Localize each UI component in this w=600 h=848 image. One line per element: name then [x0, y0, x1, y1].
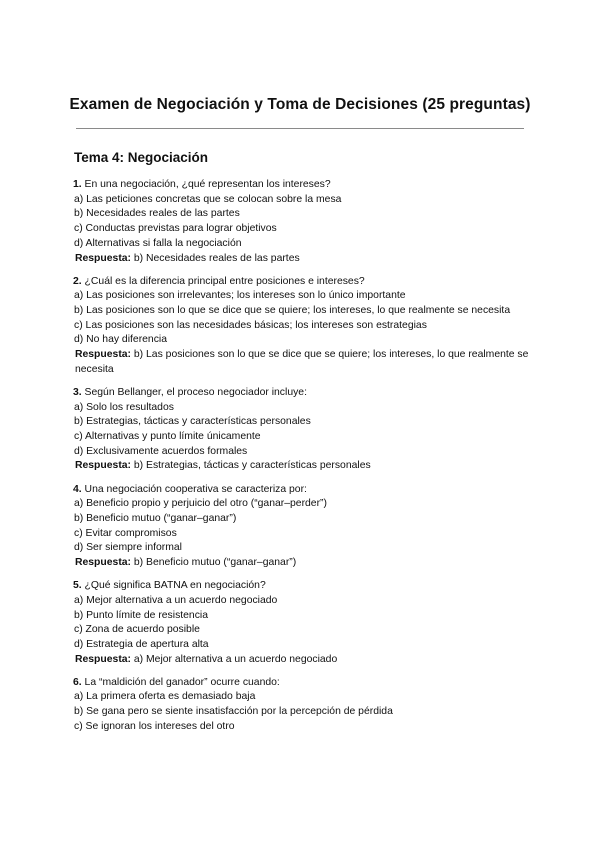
question-6 — [73, 676, 531, 735]
option-c: c) Se ignoran los intereses del otro — [74, 720, 235, 732]
question-number: 3. — [73, 386, 82, 398]
option-c: c) Las posiciones son las necesidades básicas; los intereses son estrategias — [74, 319, 427, 331]
question-text: La “maldición del ganador” ocurre cuando: — [81, 676, 280, 688]
option-d: d) No hay diferencia — [74, 334, 167, 346]
option-b: b) Estrategias, tácticas y características personales — [74, 416, 311, 428]
answer-label: Respuesta: — [75, 349, 132, 361]
question-number: 4. — [73, 483, 82, 495]
answer-line — [73, 459, 531, 474]
option-d: d) Alternativas si falla la negociación — [74, 237, 242, 249]
question-text: Según Bellanger, el proceso negociador incluye: — [81, 386, 307, 398]
question-stem — [73, 386, 531, 401]
option-a: a) Solo los resultados — [74, 401, 174, 413]
answer-label: Respuesta: — [75, 653, 132, 665]
section-heading: Tema 4: Negociación — [74, 150, 209, 165]
question-stem — [73, 178, 531, 193]
option-b: b) Punto límite de resistencia — [74, 609, 208, 621]
option-b: b) Necesidades reales de las partes — [74, 208, 240, 220]
option-c: c) Zona de acuerdo posible — [74, 624, 200, 636]
question-number: 5. — [73, 580, 82, 592]
question-stem — [73, 579, 531, 594]
option-d: d) Estrategia de apertura alta — [74, 638, 209, 650]
option-c: c) Alternativas y punto límite únicamente — [74, 431, 261, 443]
question-text: En una negociación, ¿qué representan los intereses? — [81, 179, 331, 190]
question-text: ¿Qué significa BATNA en negociación? — [81, 580, 266, 592]
question-stem — [73, 483, 531, 498]
question-stem — [73, 676, 531, 691]
answer-text: b) Necesidades reales de las partes — [131, 252, 300, 264]
option-b: b) Las posiciones son lo que se dice que se quiere; los intereses, lo que realmente se necesita — [74, 305, 511, 317]
answer-text: a) Mejor alternativa a un acuerdo negociado — [131, 653, 338, 665]
option-a: a) Beneficio propio y perjuicio del otro (“ganar–perder”) — [74, 498, 327, 510]
answer-label: Respuesta: — [75, 557, 132, 569]
option-c: c) Evitar compromisos — [74, 527, 177, 539]
option-d: d) Exclusivamente acuerdos formales — [74, 445, 248, 457]
answer-line — [73, 653, 531, 668]
question-number: 1. — [73, 179, 82, 190]
answer-label: Respuesta: — [75, 460, 132, 472]
option-a: a) Las peticiones concretas que se colocan sobre la mesa — [74, 193, 342, 205]
answer-line — [73, 348, 531, 377]
option-b: b) Beneficio mutuo (“ganar–ganar”) — [74, 512, 237, 524]
question-text: Una negociación cooperativa se caracteriza por: — [81, 483, 307, 495]
option-c: c) Conductas previstas para lograr objetivos — [74, 223, 277, 235]
option-a: a) La primera oferta es demasiado baja — [74, 691, 256, 703]
answer-text: b) Beneficio mutuo (“ganar–ganar”) — [131, 557, 297, 569]
question-3 — [73, 386, 531, 474]
question-4 — [73, 483, 531, 571]
question-5 — [73, 579, 531, 667]
question-2 — [73, 275, 531, 378]
exam-title: Examen de Negociación y Toma de Decisiones (25 preguntas) — [69, 96, 531, 113]
question-text: ¿Cuál es la diferencia principal entre posiciones e intereses? — [81, 275, 365, 287]
question-list — [73, 178, 531, 743]
question-1 — [73, 178, 531, 266]
question-number: 2. — [73, 275, 82, 287]
question-stem — [73, 275, 531, 290]
option-b: b) Se gana pero se siente insatisfacción por la percepción de pérdida — [74, 706, 393, 718]
answer-text: b) Estrategias, tácticas y características personales — [131, 460, 371, 472]
answer-label: Respuesta: — [75, 252, 132, 264]
answer-text: b) Las posiciones son lo que se dice que se quiere; los intereses, lo que realmente se necesita — [75, 349, 529, 375]
option-a: a) Mejor alternativa a un acuerdo negociado — [74, 594, 278, 606]
question-number: 6. — [73, 676, 82, 688]
title-divider — [76, 128, 524, 129]
option-d: d) Ser siempre informal — [74, 542, 182, 554]
option-a: a) Las posiciones son irrelevantes; los intereses son lo único importante — [74, 290, 406, 302]
answer-line — [73, 556, 531, 571]
answer-line — [73, 252, 531, 267]
